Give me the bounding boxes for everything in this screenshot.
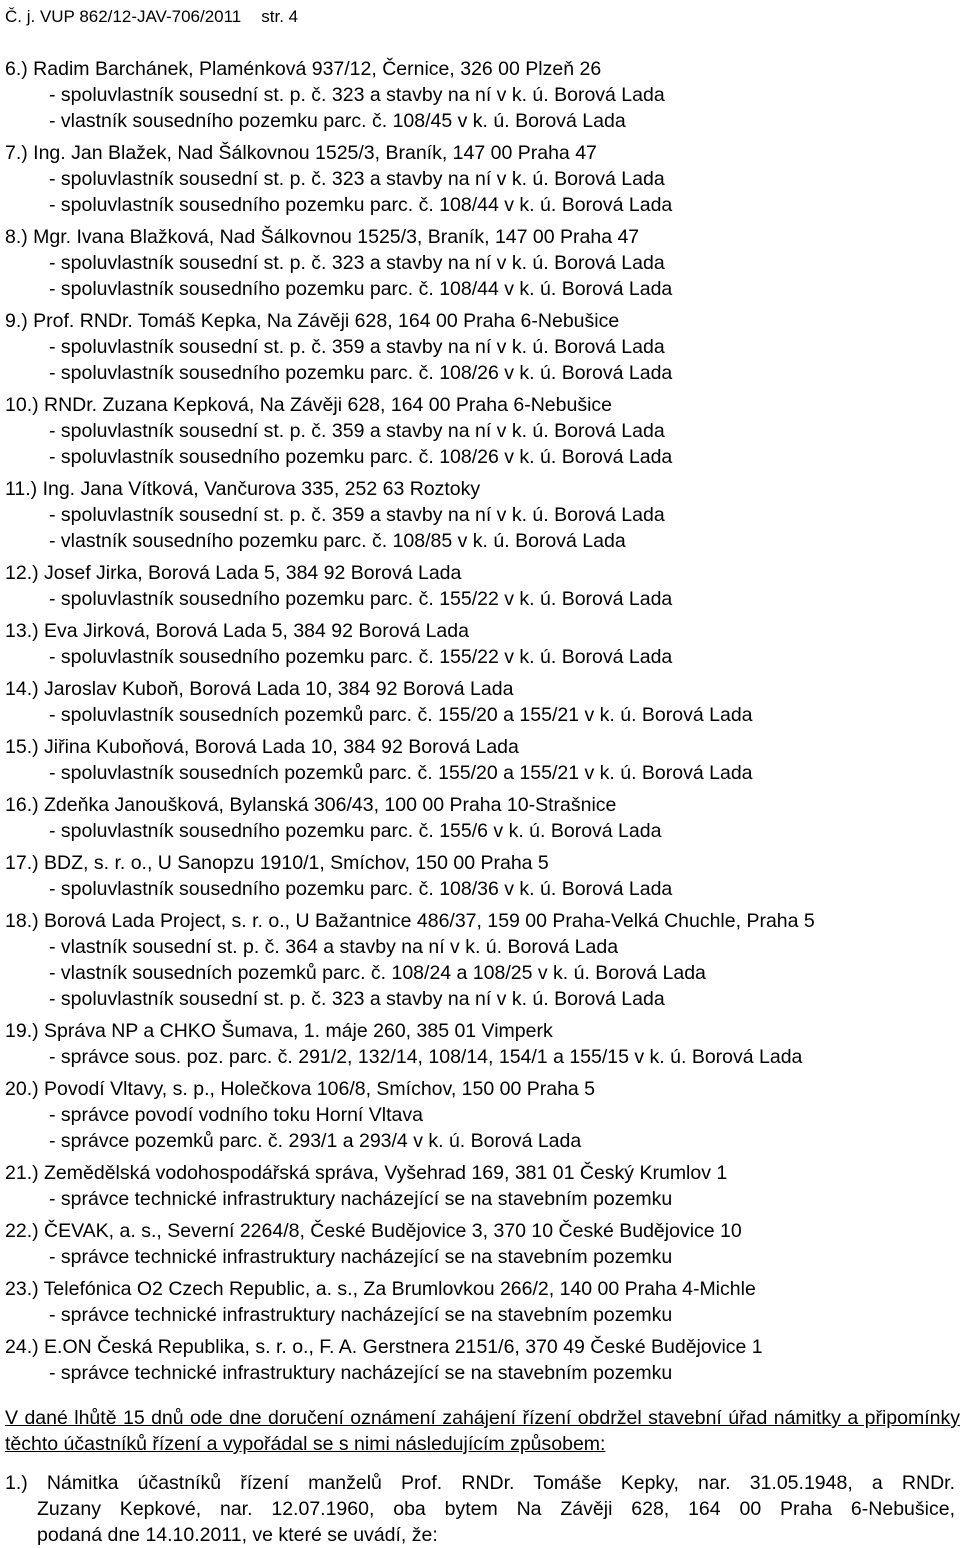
participant-name-address: 10.) RNDr. Zuzana Kepková, Na Závěji 628, 164 00 Praha 6-Nebušice: [5, 394, 612, 416]
participant-name-address: 15.) Jiřina Kuboňová, Borová Lada 10, 384 92 Borová Lada: [5, 736, 519, 758]
participant-entry: [5, 618, 955, 670]
participant-detail: - spoluvlastník sousedních pozemků parc. č. 155/20 a 155/21 v k. ú. Borová Lada: [49, 762, 753, 784]
participant-name-address: 21.) Zemědělská vodohospodářská správa, Vyšehrad 169, 381 01 Český Krumlov 1: [5, 1162, 728, 1184]
participant-detail: - vlastník sousedního pozemku parc. č. 108/45 v k. ú. Borová Lada: [49, 110, 626, 132]
participant-name-address: 18.) Borová Lada Project, s. r. o., U Bažantnice 486/37, 159 00 Praha-Velká Chuchle, Praha 5: [5, 910, 815, 932]
objection-line: 1.) Námitka účastníků řízení manželů Prof. RNDr. Tomáše Kepky, nar. 31.05.1948, a RNDr.: [5, 1472, 955, 1494]
participant-name-address: 20.) Povodí Vltavy, s. p., Holečkova 106/8, Smíchov, 150 00 Praha 5: [5, 1078, 596, 1100]
participant-detail: - správce technické infrastruktury nacházející se na stavebním pozemku: [49, 1246, 673, 1268]
participant-entry: [5, 224, 955, 302]
participant-detail: - správce sous. poz. parc. č. 291/2, 132/14, 108/14, 154/1 a 155/15 v k. ú. Borová Lada: [49, 1046, 803, 1068]
participant-detail: - spoluvlastník sousedního pozemku parc. č. 108/44 v k. ú. Borová Lada: [49, 278, 673, 300]
participant-detail: - vlastník sousedního pozemku parc. č. 108/85 v k. ú. Borová Lada: [49, 530, 626, 552]
participant-entry: [5, 1076, 955, 1154]
participant-entry: [5, 734, 955, 786]
participant-entry: [5, 56, 955, 134]
participant-name-address: 13.) Eva Jirková, Borová Lada 5, 384 92 Borová Lada: [5, 620, 469, 642]
participants-list: [5, 56, 955, 1386]
objections-intro: V dané lhůtě 15 dnů ode dne doručení oznámení zahájení řízení obdržel stavební úřad námitky a připomínky těchto účastníků řízení a vypořádal se s nimi následujícím způsobem:: [5, 1407, 960, 1455]
participant-detail: - správce technické infrastruktury nacházející se na stavebním pozemku: [49, 1304, 673, 1326]
participant-detail: - spoluvlastník sousední st. p. č. 359 a stavby na ní v k. ú. Borová Lada: [49, 504, 665, 526]
objection-1: [5, 1470, 955, 1548]
participant-entry: [5, 140, 955, 218]
page-header: [5, 6, 298, 28]
objection-line: podaná dne 14.10.2011, ve které se uvádí, že:: [37, 1524, 438, 1546]
participant-name-address: 17.) BDZ, s. r. o., U Sanopzu 1910/1, Smíchov, 150 00 Praha 5: [5, 852, 549, 874]
participant-detail: - spoluvlastník sousedních pozemků parc. č. 155/20 a 155/21 v k. ú. Borová Lada: [49, 704, 753, 726]
participant-entry: [5, 392, 955, 470]
participant-entry: [5, 476, 955, 554]
participant-detail: - spoluvlastník sousedního pozemku parc. č. 108/36 v k. ú. Borová Lada: [49, 878, 673, 900]
participant-detail: - spoluvlastník sousední st. p. č. 359 a stavby na ní v k. ú. Borová Lada: [49, 336, 665, 358]
participant-entry: [5, 908, 955, 1012]
participant-name-address: 22.) ČEVAK, a. s., Severní 2264/8, České Budějovice 3, 370 10 České Budějovice 10: [5, 1220, 742, 1242]
participant-name-address: 16.) Zdeňka Janoušková, Bylanská 306/43, 100 00 Praha 10-Strašnice: [5, 794, 617, 816]
participant-detail: - spoluvlastník sousední st. p. č. 323 a stavby na ní v k. ú. Borová Lada: [49, 168, 665, 190]
participant-detail: - správce pozemků parc. č. 293/1 a 293/4 v k. ú. Borová Lada: [49, 1130, 582, 1152]
participant-entry: [5, 850, 955, 902]
participant-entry: [5, 792, 955, 844]
participant-name-address: 7.) Ing. Jan Blažek, Nad Šálkovnou 1525/3, Braník, 147 00 Praha 47: [5, 142, 597, 164]
participant-name-address: 9.) Prof. RNDr. Tomáš Kepka, Na Závěji 628, 164 00 Praha 6-Nebušice: [5, 310, 620, 332]
participant-detail: - vlastník sousedních pozemků parc. č. 108/24 a 108/25 v k. ú. Borová Lada: [49, 962, 706, 984]
participant-name-address: 23.) Telefónica O2 Czech Republic, a. s., Za Brumlovkou 266/2, 140 00 Praha 4-Michle: [5, 1278, 756, 1300]
participant-detail: - spoluvlastník sousední st. p. č. 323 a stavby na ní v k. ú. Borová Lada: [49, 988, 665, 1010]
participant-detail: - spoluvlastník sousední st. p. č. 359 a stavby na ní v k. ú. Borová Lada: [49, 420, 665, 442]
participant-name-address: 19.) Správa NP a CHKO Šumava, 1. máje 260, 385 01 Vimperk: [5, 1020, 553, 1042]
participant-detail: - spoluvlastník sousedního pozemku parc. č. 108/44 v k. ú. Borová Lada: [49, 194, 673, 216]
participant-detail: - správce povodí vodního toku Horní Vltava: [49, 1104, 423, 1126]
participant-detail: - spoluvlastník sousedního pozemku parc. č. 155/6 v k. ú. Borová Lada: [49, 820, 662, 842]
participant-entry: [5, 1018, 955, 1070]
participant-name-address: 8.) Mgr. Ivana Blažková, Nad Šálkovnou 1525/3, Braník, 147 00 Praha 47: [5, 226, 640, 248]
participant-detail: - spoluvlastník sousední st. p. č. 323 a stavby na ní v k. ú. Borová Lada: [49, 252, 665, 274]
participant-name-address: 12.) Josef Jirka, Borová Lada 5, 384 92 Borová Lada: [5, 562, 462, 584]
participant-detail: - spoluvlastník sousedního pozemku parc. č. 108/26 v k. ú. Borová Lada: [49, 362, 673, 384]
participant-entry: [5, 1276, 955, 1328]
participant-entry: [5, 560, 955, 612]
participant-entry: [5, 1218, 955, 1270]
participant-detail: - spoluvlastník sousedního pozemku parc. č. 155/22 v k. ú. Borová Lada: [49, 588, 673, 610]
participant-name-address: 24.) E.ON Česká Republika, s. r. o., F. A. Gerstnera 2151/6, 370 49 České Budějovice 1: [5, 1336, 763, 1358]
participant-detail: - vlastník sousední st. p. č. 364 a stavby na ní v k. ú. Borová Lada: [49, 936, 619, 958]
page-number: str. 4: [261, 7, 299, 26]
participant-name-address: 14.) Jaroslav Kuboň, Borová Lada 10, 384 92 Borová Lada: [5, 678, 514, 700]
participant-detail: - spoluvlastník sousední st. p. č. 323 a stavby na ní v k. ú. Borová Lada: [49, 84, 665, 106]
objection-line: Zuzany Kepkové, nar. 12.07.1960, oba bytem Na Závěji 628, 164 00 Praha 6-Nebušice,: [37, 1498, 955, 1520]
document-reference: Č. j. VUP 862/12-JAV-706/2011: [5, 7, 242, 26]
participant-name-address: 6.) Radim Barchánek, Plaménková 937/12, Černice, 326 00 Plzeň 26: [5, 58, 602, 80]
participant-detail: - správce technické infrastruktury nacházející se na stavebním pozemku: [49, 1362, 673, 1384]
participant-detail: - spoluvlastník sousedního pozemku parc. č. 155/22 v k. ú. Borová Lada: [49, 646, 673, 668]
participant-name-address: 11.) Ing. Jana Vítková, Vančurova 335, 252 63 Roztoky: [5, 478, 481, 500]
participant-entry: [5, 676, 955, 728]
participant-entry: [5, 1160, 955, 1212]
participant-detail: - správce technické infrastruktury nacházející se na stavebním pozemku: [49, 1188, 673, 1210]
participant-detail: - spoluvlastník sousedního pozemku parc. č. 108/26 v k. ú. Borová Lada: [49, 446, 673, 468]
participant-entry: [5, 308, 955, 386]
participant-entry: [5, 1334, 955, 1386]
